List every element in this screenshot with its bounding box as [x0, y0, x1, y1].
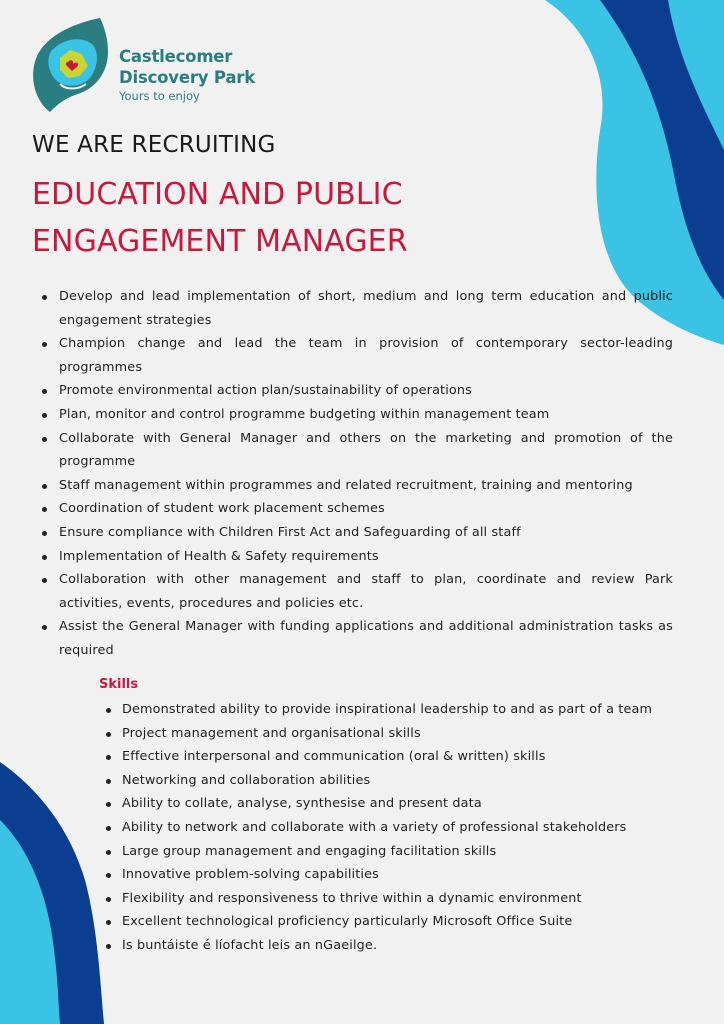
list-item: Implementation of Health & Safety requirements: [36, 545, 673, 569]
list-item: Promote environmental action plan/sustainability of operations: [36, 379, 673, 403]
recruiting-kicker: WE ARE RECRUITING: [32, 132, 276, 158]
job-title: [32, 171, 592, 265]
list-item: Ability to network and collaborate with a variety of professional stakeholders: [100, 816, 673, 840]
list-item: Effective interpersonal and communication (oral & written) skills: [100, 745, 673, 769]
list-item: Coordination of student work placement schemes: [36, 497, 673, 521]
park-map-leaf-icon: [30, 14, 112, 114]
skills-heading: Skills: [99, 677, 139, 692]
list-item: Flexibility and responsiveness to thrive within a dynamic environment: [100, 887, 673, 911]
list-item: Large group management and engaging facilitation skills: [100, 840, 673, 864]
list-item: Assist the General Manager with funding applications and additional administration tasks as required: [36, 615, 673, 662]
list-item: Staff management within programmes and related recruitment, training and mentoring: [36, 474, 673, 498]
list-item: Collaborate with General Manager and others on the marketing and promotion of the programme: [36, 427, 673, 474]
list-item: Collaboration with other management and staff to plan, coordinate and review Park activities, events, procedures and policies etc.: [36, 568, 673, 615]
list-item: Plan, monitor and control programme budgeting within management team: [36, 403, 673, 427]
list-item: Is buntáiste é líofacht leis an nGaeilge.: [100, 934, 673, 958]
skills-list: [99, 698, 673, 958]
logo-tagline: Yours to enjoy: [119, 89, 200, 103]
list-item: Ensure compliance with Children First Act and Safeguarding of all staff: [36, 521, 673, 545]
list-item: Ability to collate, analyse, synthesise and present data: [100, 792, 673, 816]
list-item: Innovative problem-solving capabilities: [100, 863, 673, 887]
logo-name-line1: Castlecomer: [119, 47, 233, 66]
logo-text: [119, 46, 255, 103]
list-item: Excellent technological proficiency particularly Microsoft Office Suite: [100, 910, 673, 934]
skills-section: [99, 674, 673, 958]
list-item: Project management and organisational skills: [100, 722, 673, 746]
list-item: Develop and lead implementation of short, medium and long term education and public engagement strategies: [36, 285, 673, 332]
job-title-line2: ENGAGEMENT MANAGER: [32, 224, 408, 259]
list-item: Demonstrated ability to provide inspirational leadership to and as part of a team: [100, 698, 673, 722]
list-item: Networking and collaboration abilities: [100, 769, 673, 793]
logo-name-line2: Discovery Park: [119, 68, 255, 87]
list-item: Champion change and lead the team in provision of contemporary sector-leading programmes: [36, 332, 673, 379]
duties-list: [36, 285, 673, 663]
logo: [30, 14, 270, 114]
job-title-line1: EDUCATION AND PUBLIC: [32, 177, 403, 212]
